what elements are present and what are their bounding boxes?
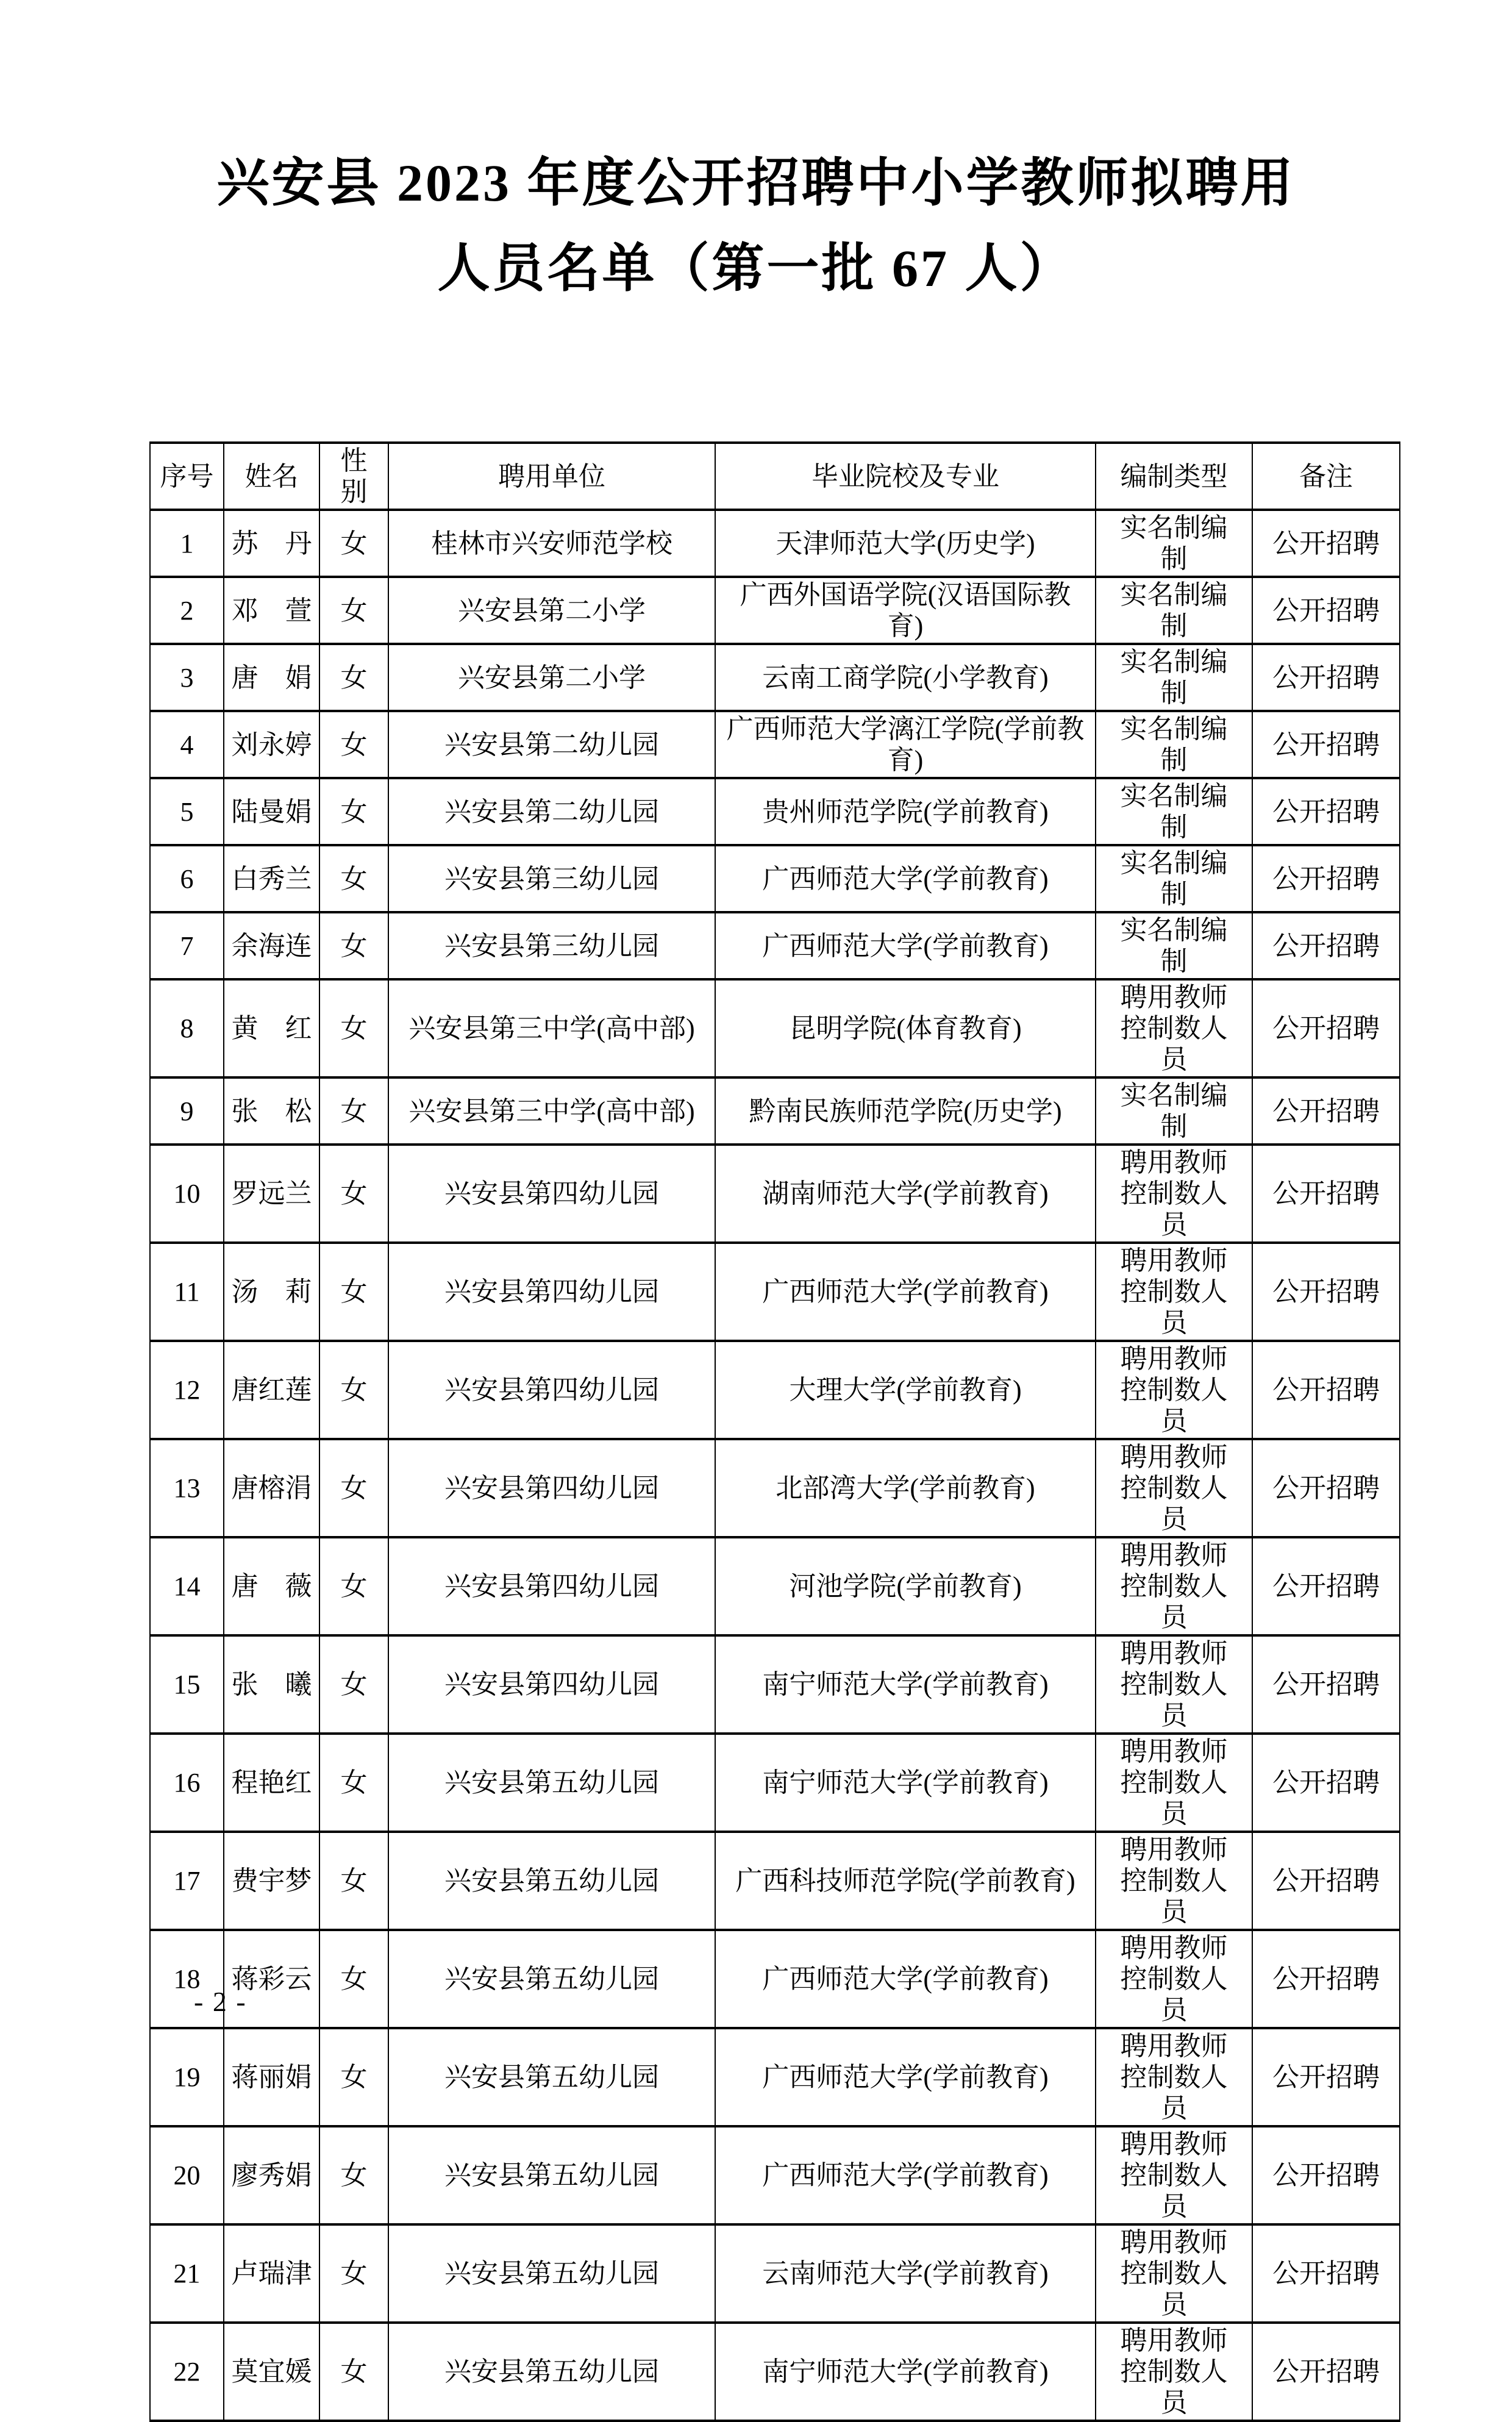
cell-school: 广西师范大学(学前教育)	[715, 845, 1096, 912]
header-cell-gender: 性别	[319, 443, 388, 510]
cell-school: 云南工商学院(小学教育)	[715, 644, 1096, 711]
table-row	[150, 2028, 1400, 2126]
cell-school: 南宁师范大学(学前教育)	[715, 1734, 1096, 1832]
cell-remark: 公开招聘	[1252, 2126, 1400, 2224]
cell-school: 河池学院(学前教育)	[715, 1537, 1096, 1635]
cell-employer: 兴安县第五幼儿园	[388, 1930, 715, 2028]
cell-no: 3	[150, 644, 224, 711]
cell-name: 邓 萱	[224, 577, 319, 644]
cell-no: 1	[150, 510, 224, 577]
cell-employer: 兴安县第三中学(高中部)	[388, 979, 715, 1077]
cell-no: 17	[150, 1832, 224, 1930]
cell-name: 程艳红	[224, 1734, 319, 1832]
table-row	[150, 1243, 1400, 1341]
cell-name: 莫宜媛	[224, 2323, 319, 2421]
cell-employer: 兴安县第五幼儿园	[388, 2323, 715, 2421]
cell-gender: 女	[319, 711, 388, 778]
cell-school: 广西师范大学(学前教育)	[715, 912, 1096, 979]
cell-gender: 女	[319, 1243, 388, 1341]
cell-employer: 兴安县第三幼儿园	[388, 912, 715, 979]
table-row	[150, 644, 1400, 711]
cell-no: 22	[150, 2323, 224, 2421]
cell-school: 昆明学院(体育教育)	[715, 979, 1096, 1077]
cell-school: 广西师范大学漓江学院(学前教育)	[715, 711, 1096, 778]
cell-no: 9	[150, 1077, 224, 1145]
cell-school: 南宁师范大学(学前教育)	[715, 1635, 1096, 1734]
cell-gender: 女	[319, 1537, 388, 1635]
cell-gender: 女	[319, 577, 388, 644]
cell-gender: 女	[319, 1635, 388, 1734]
cell-remark: 公开招聘	[1252, 1243, 1400, 1341]
header-cell-employer: 聘用单位	[388, 443, 715, 510]
cell-employer: 兴安县第二幼儿园	[388, 778, 715, 845]
cell-school: 湖南师范大学(学前教育)	[715, 1145, 1096, 1243]
document-title	[0, 140, 1512, 311]
cell-name: 张 松	[224, 1077, 319, 1145]
table-row	[150, 711, 1400, 778]
cell-no: 21	[150, 2224, 224, 2323]
cell-no: 11	[150, 1243, 224, 1341]
cell-name: 唐 娟	[224, 644, 319, 711]
cell-no: 19	[150, 2028, 224, 2126]
cell-employer: 桂林市兴安师范学校	[388, 510, 715, 577]
table-row	[150, 2323, 1400, 2421]
title-line-2: 人员名单（第一批 67 人）	[437, 239, 1075, 298]
cell-remark: 公开招聘	[1252, 711, 1400, 778]
table-row	[150, 979, 1400, 1077]
cell-gender: 女	[319, 2323, 388, 2421]
cell-remark: 公开招聘	[1252, 2323, 1400, 2421]
cell-no: 14	[150, 1537, 224, 1635]
cell-establishment-type: 聘用教师控制数人员	[1096, 1930, 1252, 2028]
cell-remark: 公开招聘	[1252, 1537, 1400, 1635]
cell-employer: 兴安县第四幼儿园	[388, 1341, 715, 1439]
cell-establishment-type: 聘用教师控制数人员	[1096, 2028, 1252, 2126]
cell-employer: 兴安县第五幼儿园	[388, 2224, 715, 2323]
cell-establishment-type: 实名制编制	[1096, 711, 1252, 778]
cell-employer: 兴安县第四幼儿园	[388, 1243, 715, 1341]
table-row	[150, 1832, 1400, 1930]
cell-establishment-type: 聘用教师控制数人员	[1096, 1537, 1252, 1635]
cell-establishment-type: 聘用教师控制数人员	[1096, 1734, 1252, 1832]
cell-name: 汤 莉	[224, 1243, 319, 1341]
cell-name: 蒋丽娟	[224, 2028, 319, 2126]
header-cell-remark: 备注	[1252, 443, 1400, 510]
table-row	[150, 845, 1400, 912]
title-line-1: 兴安县 2023 年度公开招聘中小学教师拟聘用	[216, 154, 1296, 212]
cell-no: 20	[150, 2126, 224, 2224]
cell-establishment-type: 聘用教师控制数人员	[1096, 2126, 1252, 2224]
cell-gender: 女	[319, 1930, 388, 2028]
cell-no: 4	[150, 711, 224, 778]
cell-name: 黄 红	[224, 979, 319, 1077]
cell-employer: 兴安县第三中学(高中部)	[388, 1077, 715, 1145]
cell-no: 15	[150, 1635, 224, 1734]
cell-remark: 公开招聘	[1252, 1734, 1400, 1832]
cell-no: 13	[150, 1439, 224, 1537]
cell-remark: 公开招聘	[1252, 644, 1400, 711]
cell-employer: 兴安县第四幼儿园	[388, 1635, 715, 1734]
cell-remark: 公开招聘	[1252, 912, 1400, 979]
table-row	[150, 1145, 1400, 1243]
header-cell-school: 毕业院校及专业	[715, 443, 1096, 510]
cell-employer: 兴安县第四幼儿园	[388, 1537, 715, 1635]
cell-name: 张 曦	[224, 1635, 319, 1734]
cell-employer: 兴安县第四幼儿园	[388, 1439, 715, 1537]
cell-employer: 兴安县第四幼儿园	[388, 1145, 715, 1243]
cell-remark: 公开招聘	[1252, 577, 1400, 644]
cell-gender: 女	[319, 1145, 388, 1243]
table-row	[150, 2126, 1400, 2224]
cell-name: 罗远兰	[224, 1145, 319, 1243]
cell-no: 8	[150, 979, 224, 1077]
cell-establishment-type: 聘用教师控制数人员	[1096, 979, 1252, 1077]
cell-name: 唐红莲	[224, 1341, 319, 1439]
cell-employer: 兴安县第二幼儿园	[388, 711, 715, 778]
cell-no: 16	[150, 1734, 224, 1832]
cell-remark: 公开招聘	[1252, 2028, 1400, 2126]
cell-establishment-type: 实名制编制	[1096, 912, 1252, 979]
cell-school: 大理大学(学前教育)	[715, 1341, 1096, 1439]
cell-remark: 公开招聘	[1252, 1832, 1400, 1930]
cell-establishment-type: 实名制编制	[1096, 845, 1252, 912]
cell-establishment-type: 实名制编制	[1096, 778, 1252, 845]
cell-remark: 公开招聘	[1252, 1341, 1400, 1439]
cell-name: 卢瑞津	[224, 2224, 319, 2323]
cell-no: 18	[150, 1930, 224, 2028]
cell-remark: 公开招聘	[1252, 979, 1400, 1077]
cell-gender: 女	[319, 912, 388, 979]
cell-gender: 女	[319, 2126, 388, 2224]
cell-establishment-type: 聘用教师控制数人员	[1096, 2323, 1252, 2421]
cell-school: 广西科技师范学院(学前教育)	[715, 1832, 1096, 1930]
cell-remark: 公开招聘	[1252, 1439, 1400, 1537]
cell-employer: 兴安县第五幼儿园	[388, 2028, 715, 2126]
cell-employer: 兴安县第五幼儿园	[388, 1832, 715, 1930]
cell-name: 唐 薇	[224, 1537, 319, 1635]
cell-remark: 公开招聘	[1252, 2224, 1400, 2323]
cell-name: 唐榕涓	[224, 1439, 319, 1537]
cell-gender: 女	[319, 1077, 388, 1145]
cell-remark: 公开招聘	[1252, 1077, 1400, 1145]
table-row	[150, 1077, 1400, 1145]
table-row	[150, 1635, 1400, 1734]
cell-establishment-type: 聘用教师控制数人员	[1096, 1243, 1252, 1341]
cell-no: 5	[150, 778, 224, 845]
cell-establishment-type: 聘用教师控制数人员	[1096, 1145, 1252, 1243]
table-row	[150, 577, 1400, 644]
cell-employer: 兴安县第二小学	[388, 644, 715, 711]
cell-school: 广西师范大学(学前教育)	[715, 2126, 1096, 2224]
table-body	[150, 510, 1400, 2421]
cell-remark: 公开招聘	[1252, 778, 1400, 845]
table-row	[150, 778, 1400, 845]
cell-school: 云南师范大学(学前教育)	[715, 2224, 1096, 2323]
cell-name: 廖秀娟	[224, 2126, 319, 2224]
cell-gender: 女	[319, 644, 388, 711]
cell-school: 南宁师范大学(学前教育)	[715, 2323, 1096, 2421]
cell-remark: 公开招聘	[1252, 845, 1400, 912]
cell-establishment-type: 聘用教师控制数人员	[1096, 1439, 1252, 1537]
cell-name: 白秀兰	[224, 845, 319, 912]
cell-establishment-type: 实名制编制	[1096, 577, 1252, 644]
cell-no: 7	[150, 912, 224, 979]
cell-school: 广西师范大学(学前教育)	[715, 2028, 1096, 2126]
cell-remark: 公开招聘	[1252, 1930, 1400, 2028]
cell-gender: 女	[319, 979, 388, 1077]
cell-employer: 兴安县第二小学	[388, 577, 715, 644]
cell-remark: 公开招聘	[1252, 510, 1400, 577]
cell-name: 蒋彩云	[224, 1930, 319, 2028]
cell-establishment-type: 聘用教师控制数人员	[1096, 2224, 1252, 2323]
cell-no: 12	[150, 1341, 224, 1439]
cell-school: 北部湾大学(学前教育)	[715, 1439, 1096, 1537]
cell-gender: 女	[319, 1341, 388, 1439]
cell-school: 天津师范大学(历史学)	[715, 510, 1096, 577]
cell-no: 6	[150, 845, 224, 912]
cell-employer: 兴安县第五幼儿园	[388, 2126, 715, 2224]
cell-school: 广西师范大学(学前教育)	[715, 1243, 1096, 1341]
cell-name: 陆曼娟	[224, 778, 319, 845]
cell-gender: 女	[319, 1734, 388, 1832]
roster-table	[149, 441, 1400, 2422]
table-row	[150, 1734, 1400, 1832]
table-row	[150, 1930, 1400, 2028]
cell-school: 贵州师范学院(学前教育)	[715, 778, 1096, 845]
table-header-row	[150, 443, 1400, 510]
cell-remark: 公开招聘	[1252, 1145, 1400, 1243]
table-row	[150, 1537, 1400, 1635]
page-number: - 2 -	[194, 1986, 247, 2017]
cell-gender: 女	[319, 845, 388, 912]
cell-no: 10	[150, 1145, 224, 1243]
cell-establishment-type: 聘用教师控制数人员	[1096, 1635, 1252, 1734]
header-cell-no: 序号	[150, 443, 224, 510]
cell-employer: 兴安县第三幼儿园	[388, 845, 715, 912]
cell-name: 费宇梦	[224, 1832, 319, 1930]
cell-no: 2	[150, 577, 224, 644]
cell-gender: 女	[319, 1832, 388, 1930]
cell-name: 苏 丹	[224, 510, 319, 577]
cell-gender: 女	[319, 778, 388, 845]
cell-school: 黔南民族师范学院(历史学)	[715, 1077, 1096, 1145]
cell-remark: 公开招聘	[1252, 1635, 1400, 1734]
cell-gender: 女	[319, 2224, 388, 2323]
cell-school: 广西师范大学(学前教育)	[715, 1930, 1096, 2028]
cell-gender: 女	[319, 510, 388, 577]
cell-establishment-type: 实名制编制	[1096, 510, 1252, 577]
cell-establishment-type: 实名制编制	[1096, 1077, 1252, 1145]
cell-establishment-type: 聘用教师控制数人员	[1096, 1832, 1252, 1930]
cell-name: 余海连	[224, 912, 319, 979]
cell-school: 广西外国语学院(汉语国际教育)	[715, 577, 1096, 644]
cell-gender: 女	[319, 2028, 388, 2126]
table-row	[150, 1341, 1400, 1439]
header-cell-establishment-type: 编制类型	[1096, 443, 1252, 510]
table-row	[150, 912, 1400, 979]
header-cell-name: 姓名	[224, 443, 319, 510]
table-row	[150, 2224, 1400, 2323]
cell-employer: 兴安县第五幼儿园	[388, 1734, 715, 1832]
cell-gender: 女	[319, 1439, 388, 1537]
cell-name: 刘永婷	[224, 711, 319, 778]
cell-establishment-type: 聘用教师控制数人员	[1096, 1341, 1252, 1439]
table-row	[150, 510, 1400, 577]
table-row	[150, 1439, 1400, 1537]
cell-establishment-type: 实名制编制	[1096, 644, 1252, 711]
